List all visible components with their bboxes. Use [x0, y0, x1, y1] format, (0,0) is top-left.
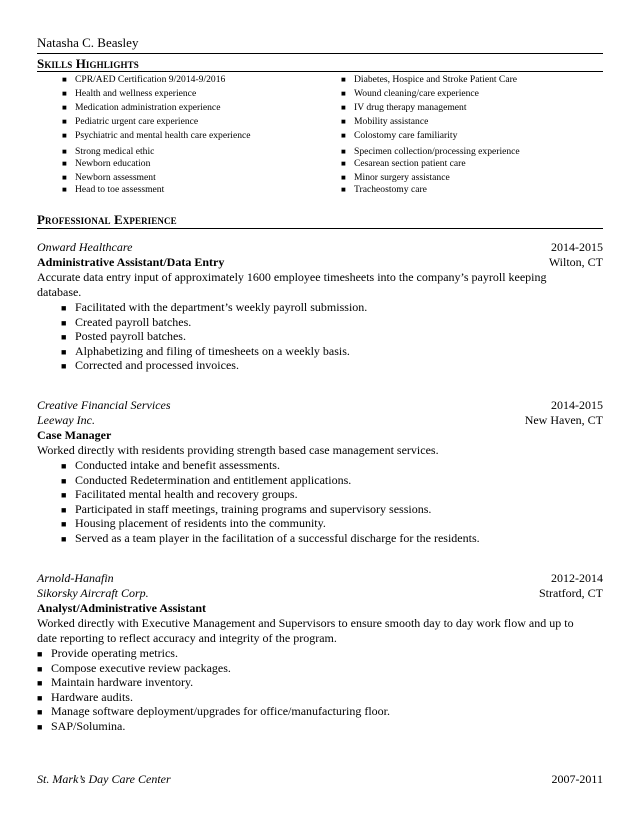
duty-item [37, 344, 603, 359]
skill-item [62, 74, 225, 85]
bullet-icon: ■ [341, 131, 346, 140]
duty-text: Maintain hardware inventory. [51, 675, 194, 690]
job-header-row [37, 240, 603, 255]
job-header-row [37, 398, 603, 413]
skill-text: Newborn assessment [75, 172, 156, 183]
skill-text: Pediatric urgent care experience [75, 116, 199, 127]
company-name: Onward Healthcare [37, 240, 133, 254]
bullet-icon: ■ [62, 131, 67, 140]
company-name: Arnold-Hanafin [37, 571, 114, 585]
duty-text: Conducted intake and benefit assessments. [75, 458, 280, 472]
bullet-icon: ■ [341, 147, 346, 156]
skill-item [341, 146, 520, 157]
skill-item [62, 116, 198, 127]
bullet-icon: ■ [341, 117, 346, 126]
duty-item [37, 502, 603, 517]
bullet-icon: ■ [61, 519, 67, 530]
bullet-icon: ■ [61, 504, 67, 515]
bullet-icon: ■ [62, 159, 67, 168]
duty-text: Hardware audits. [51, 689, 133, 704]
job-duties [37, 300, 603, 373]
job-title: Administrative Assistant/Data Entry [37, 255, 225, 269]
subcompany-row [37, 586, 603, 601]
skill-item [62, 158, 150, 169]
duty-text: Manage software deployment/upgrades for office/manufacturing floor. [51, 704, 390, 719]
bullet-icon: ■ [37, 707, 43, 718]
bullet-icon: ■ [341, 103, 346, 112]
duty-text: SAP/Solumina. [51, 718, 126, 733]
bullet-icon: ■ [37, 663, 43, 674]
skill-text: Minor surgery assistance [354, 172, 450, 183]
duty-text: Served as a team player in the facilitation of a successful discharge for the residents. [75, 530, 480, 545]
skill-text: Strong medical ethic [75, 146, 155, 157]
candidate-name: Natasha C. Beasley [37, 35, 139, 50]
duty-text: Posted payroll batches. [75, 329, 186, 344]
duty-item [37, 690, 603, 705]
job-location: Wilton, CT [548, 255, 603, 269]
company-name: Creative Financial Services [37, 398, 171, 412]
job-dates: 2014-2015 [551, 240, 603, 254]
skill-text: Newborn education [75, 158, 151, 169]
skill-text: Diabetes, Hospice and Stroke Patient Care [354, 74, 518, 85]
bullet-icon: ■ [61, 461, 67, 471]
skill-text: Health and wellness experience [75, 88, 197, 99]
skill-item [62, 146, 154, 157]
job-title: Analyst/Administrative Assistant [37, 601, 207, 615]
skill-text: Mobility assistance [354, 116, 429, 127]
skill-item [341, 88, 479, 99]
duty-item [37, 675, 603, 690]
job-onward-healthcare [37, 240, 603, 373]
skills-rule [37, 71, 603, 72]
job-dates: 2012-2014 [551, 571, 603, 585]
duty-item [37, 358, 603, 373]
bullet-icon: ■ [341, 75, 346, 84]
duty-item [37, 315, 603, 330]
experience-rule [37, 228, 603, 229]
duty-text: Housing placement of residents into the community. [75, 516, 326, 531]
duty-text: Facilitated with the department’s weekly payroll submission. [75, 300, 368, 314]
skill-item [341, 102, 467, 113]
duty-item [37, 646, 603, 661]
duty-text: Corrected and processed invoices. [75, 358, 239, 373]
bullet-icon: ■ [61, 361, 67, 372]
job-description: Accurate data entry input of approximately 1600 employee timesheets into the company’s payroll keeping [37, 270, 547, 284]
duty-text: Provide operating metrics. [51, 646, 178, 660]
job-description-cont: database. [37, 285, 82, 299]
bullet-icon: ■ [61, 533, 67, 544]
bullet-icon: ■ [37, 721, 43, 732]
skill-item [341, 116, 428, 127]
bullet-icon: ■ [62, 89, 67, 98]
job-title-row [37, 255, 603, 270]
duty-text: Facilitated mental health and recovery groups. [75, 487, 298, 502]
skill-text: Head to toe assessment [75, 184, 165, 195]
skill-item [62, 88, 196, 99]
bullet-icon: ■ [62, 117, 67, 126]
job-header-row [37, 571, 603, 586]
duty-item [37, 329, 603, 344]
skill-text: Medication administration experience [75, 102, 221, 113]
company-name: St. Mark’s Day Care Center [37, 772, 171, 786]
bullet-icon: ■ [61, 490, 67, 501]
bullet-icon: ■ [341, 159, 346, 168]
subcompany-name: Leeway Inc. [37, 413, 95, 427]
bullet-icon: ■ [62, 147, 67, 156]
job-duties [37, 458, 603, 546]
job-arnold-hanafin [37, 571, 603, 734]
skill-item [62, 172, 156, 183]
duty-item [37, 458, 603, 473]
bullet-icon: ■ [341, 185, 346, 194]
skill-text: IV drug therapy management [354, 102, 467, 113]
skill-text: CPR/AED Certification 9/2014-9/2016 [75, 74, 226, 85]
skill-text: Wound cleaning/care experience [354, 88, 479, 99]
job-st-marks [37, 772, 603, 787]
bullet-icon: ■ [62, 173, 67, 182]
duty-item [37, 661, 603, 676]
bullet-icon: ■ [61, 332, 67, 343]
skills-section-title: Skills Highlights [37, 56, 139, 71]
skill-text: Psychiatric and mental health care experience [75, 130, 251, 141]
duty-item [37, 300, 603, 315]
skill-text: Colostomy care familiarity [354, 130, 458, 141]
duty-text: Created payroll batches. [75, 314, 192, 329]
job-description-cont: date reporting to reflect accuracy and integrity of the program. [37, 631, 337, 645]
skill-text: Specimen collection/processing experience [354, 146, 520, 157]
job-dates: 2014-2015 [551, 398, 603, 412]
job-description: Worked directly with residents providing strength based case management services. [37, 443, 439, 457]
duty-item [37, 719, 603, 734]
subcompany-name: Sikorsky Aircraft Corp. [37, 586, 149, 600]
duty-item [37, 487, 603, 502]
bullet-icon: ■ [62, 103, 67, 112]
job-duties [37, 646, 603, 734]
skill-text: Cesarean section patient care [354, 158, 466, 169]
skill-text: Tracheostomy care [354, 184, 427, 195]
job-location: New Haven, CT [524, 413, 603, 427]
bullet-icon: ■ [62, 185, 67, 194]
skill-item [341, 184, 427, 195]
job-description: Worked directly with Executive Management and Supervisors to ensure smooth day to day work flow and up to [37, 616, 574, 630]
skill-item [62, 102, 220, 113]
bullet-icon: ■ [61, 475, 67, 486]
bullet-icon: ■ [61, 303, 67, 313]
duty-item [37, 704, 603, 719]
bullet-icon: ■ [37, 692, 43, 703]
skill-item [62, 130, 251, 141]
skill-item [62, 184, 164, 195]
job-header-row [37, 772, 603, 787]
duty-item [37, 531, 603, 546]
job-location: Stratford, CT [539, 586, 603, 600]
experience-section-title: Professional Experience [37, 212, 177, 227]
job-title: Case Manager [37, 428, 112, 442]
subcompany-row [37, 413, 603, 428]
duty-item [37, 516, 603, 531]
duty-text: Participated in staff meetings, training programs and supervisory sessions. [75, 501, 432, 516]
skill-item [341, 172, 450, 183]
bullet-icon: ■ [37, 649, 43, 659]
duty-item [37, 473, 603, 488]
duty-text: Alphabetizing and filing of timesheets on a weekly basis. [75, 343, 350, 358]
skill-item [341, 130, 457, 141]
skill-item [341, 158, 466, 169]
duty-text: Compose executive review packages. [51, 660, 231, 675]
bullet-icon: ■ [61, 346, 67, 357]
job-dates: 2007-2011 [551, 772, 603, 786]
bullet-icon: ■ [341, 89, 346, 98]
duty-text: Conducted Redetermination and entitlement applications. [75, 472, 352, 487]
header-rule [37, 53, 603, 54]
bullet-icon: ■ [61, 317, 67, 328]
bullet-icon: ■ [62, 75, 67, 84]
bullet-icon: ■ [37, 678, 43, 689]
skill-item [341, 74, 517, 85]
job-creative-financial [37, 398, 603, 546]
bullet-icon: ■ [341, 173, 346, 182]
